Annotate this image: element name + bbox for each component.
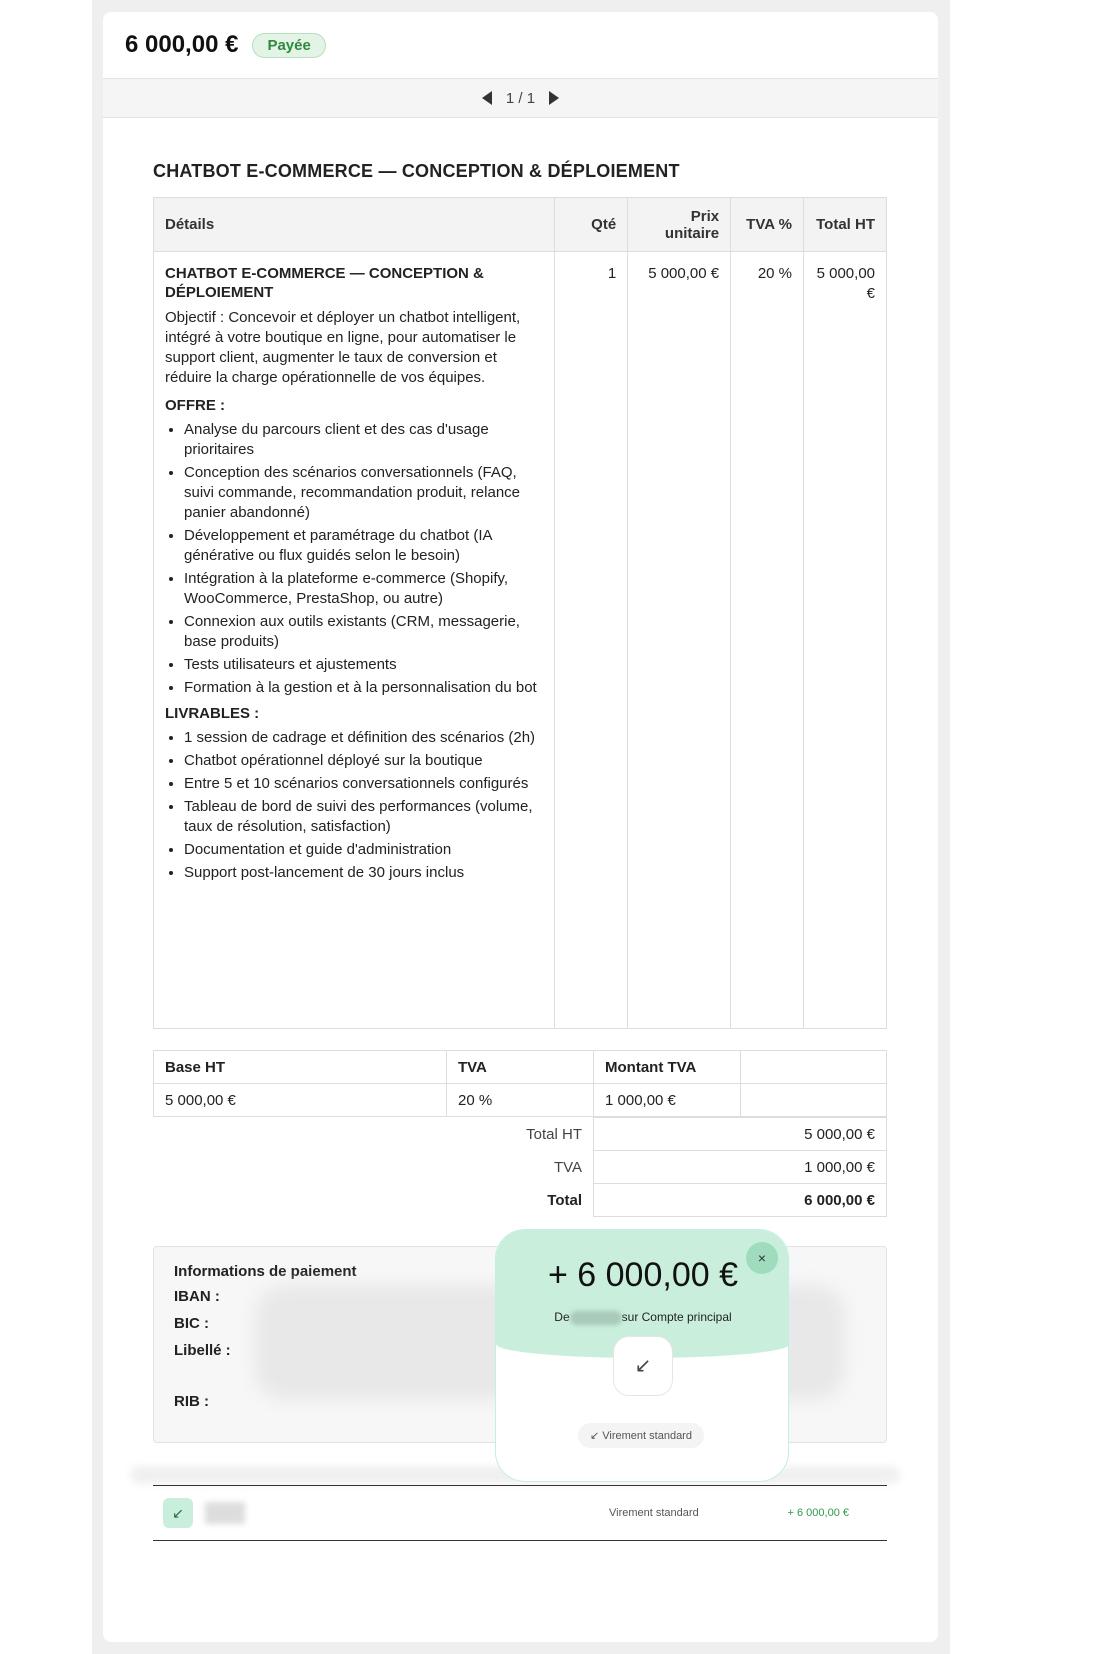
list-item: • Formation à la gestion et à la personnalisation du bot xyxy=(184,678,543,698)
tax-amount: 1 000,00 € xyxy=(594,1084,741,1117)
deliverables-list xyxy=(184,728,543,883)
tax-table xyxy=(153,1050,887,1117)
prev-page-icon[interactable] xyxy=(482,91,492,105)
page-indicator: 1 / 1 xyxy=(505,89,536,107)
list-item: • Chatbot opérationnel déployé sur la boutique xyxy=(184,751,543,771)
tax-rate: 20 % xyxy=(447,1084,594,1117)
tax-empty xyxy=(741,1051,887,1084)
transfer-type: Virement standard xyxy=(602,1430,692,1442)
transfer-type-tag xyxy=(578,1423,704,1448)
list-item: • Tableau de bord de suivi des performances (volume, taux de résolution, satisfaction) xyxy=(184,797,543,837)
popup-amount: + 6 000,00 € xyxy=(547,1256,738,1294)
incoming-arrow-icon: ↙ xyxy=(613,1336,673,1396)
incoming-arrow-icon: ↙ xyxy=(163,1498,193,1528)
offer-title: OFFRE : xyxy=(165,397,225,414)
total-vat-label: TVA xyxy=(553,1158,582,1176)
transaction-type: Virement standard xyxy=(609,1507,699,1519)
col-unit-price: Prix unitaire xyxy=(628,198,731,252)
totals-table xyxy=(153,1117,887,1217)
redacted-sender xyxy=(570,1311,622,1325)
pager xyxy=(103,78,938,118)
total-ht-label: Total HT xyxy=(526,1125,582,1143)
col-qty: Qté xyxy=(555,198,628,252)
list-item: • Analyse du parcours client et des cas d'usage prioritaires xyxy=(184,420,543,460)
close-icon[interactable]: × xyxy=(746,1242,778,1274)
list-item: • Conception des scénarios conversationnels (FAQ, suivi commande, recommandation produit, relance panier abandonné) xyxy=(184,463,543,523)
deliverables-title: LIVRABLES : xyxy=(165,705,260,722)
transaction-row[interactable] xyxy=(153,1485,887,1541)
line-unit-price: 5 000,00 € xyxy=(628,252,731,1029)
payment-title: Informations de paiement xyxy=(174,1263,357,1280)
list-item: • Tests utilisateurs et ajustements xyxy=(184,655,543,675)
line-total: 5 000,00 € xyxy=(804,252,887,1029)
col-details: Détails xyxy=(154,198,555,252)
total-value: 6 000,00 € xyxy=(594,1184,887,1217)
table-row xyxy=(154,252,887,1029)
line-qty: 1 xyxy=(555,252,628,1029)
list-item: • Entre 5 et 10 scénarios conversationnels configurés xyxy=(184,774,543,794)
status-badge: Payée xyxy=(252,33,325,58)
list-item: • Support post-lancement de 30 jours inclus xyxy=(184,863,543,883)
total-label: Total xyxy=(547,1191,582,1209)
list-item: • Connexion aux outils existants (CRM, messagerie, base produits) xyxy=(184,612,543,652)
tax-header-base: Base HT xyxy=(154,1051,447,1084)
offer-list xyxy=(184,420,543,698)
invoice-title: CHATBOT E-COMMERCE — CONCEPTION & DÉPLOIEMENT xyxy=(153,161,680,181)
bic-label: BIC : xyxy=(174,1315,209,1332)
redacted-name xyxy=(205,1502,245,1524)
tax-empty xyxy=(741,1084,887,1117)
invoice-amount: 6 000,00 € xyxy=(125,31,239,58)
tax-header-rate: TVA xyxy=(447,1051,594,1084)
invoice-header xyxy=(103,12,938,78)
list-item: • Développement et paramétrage du chatbot (IA générative ou flux guidés selon le besoin) xyxy=(184,526,543,566)
list-item: • 1 session de cadrage et définition des scénarios (2h) xyxy=(184,728,543,748)
total-vat-value: 1 000,00 € xyxy=(594,1151,887,1184)
transaction-amount: + 6 000,00 € xyxy=(787,1507,849,1519)
line-details xyxy=(154,252,555,1029)
col-total: Total HT xyxy=(804,198,887,252)
tax-base: 5 000,00 € xyxy=(154,1084,447,1117)
transaction-popup xyxy=(495,1229,789,1482)
popup-subtitle xyxy=(496,1310,789,1325)
arrow-icon: ↙ xyxy=(590,1430,603,1442)
popup-from: De xyxy=(554,1310,570,1324)
iban-label: IBAN : xyxy=(174,1288,220,1305)
col-vat: TVA % xyxy=(731,198,804,252)
items-table xyxy=(153,197,887,1029)
list-item: • Intégration à la plateforme e-commerce (Shopify, WooCommerce, PrestaShop, ou autre) xyxy=(184,569,543,609)
next-page-icon[interactable] xyxy=(549,91,559,105)
total-ht-value: 5 000,00 € xyxy=(594,1118,887,1151)
list-item: • Documentation et guide d'administration xyxy=(184,840,543,860)
tax-header-amount: Montant TVA xyxy=(594,1051,741,1084)
line-name: CHATBOT E-COMMERCE — CONCEPTION & DÉPLOIEMENT xyxy=(165,265,484,301)
rib-label: RIB : xyxy=(174,1393,209,1410)
line-objective: Objectif : Concevoir et déployer un chatbot intelligent, intégré à votre boutique en ligne, pour automatiser le support client, augmenter le taux de conversion et réduire la charge opérationnelle de vos équipes. xyxy=(165,309,521,386)
popup-account: sur Compte principal xyxy=(621,1310,732,1324)
libelle-label: Libellé : xyxy=(174,1342,231,1359)
line-vat: 20 % xyxy=(731,252,804,1029)
